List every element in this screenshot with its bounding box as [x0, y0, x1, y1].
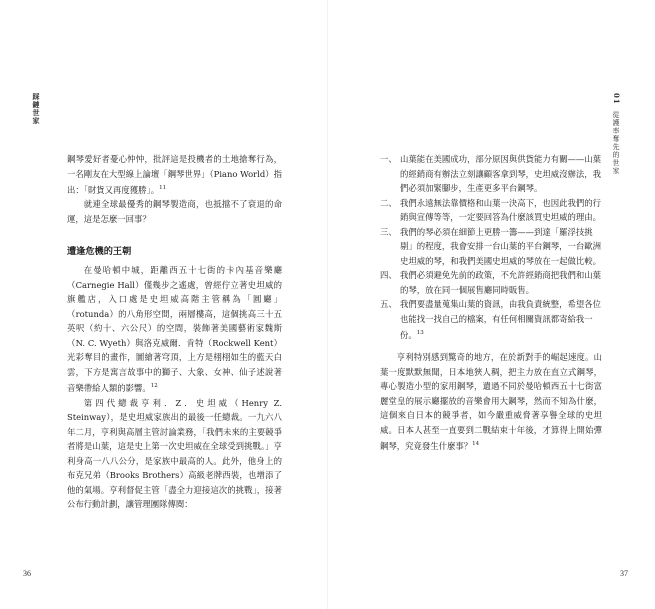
list-item-text: 山葉能在美國成功，部分原因與供貨能力有關——山葉的經銷商有辦法立刻讓顧客拿到琴，史坦威沒辦法，我們必須加緊腳步，生產更多平台鋼琴。 — [400, 154, 601, 193]
left-page — [0, 0, 327, 609]
body-paragraph-3 — [380, 350, 602, 453]
intro-paragraph-2: 就連全球最優秀的鋼琴製造商，也抵擋不了衰退的命運，這是怎麼一回事？ — [67, 199, 282, 224]
left-page-body — [67, 152, 282, 512]
spacer — [380, 342, 602, 350]
list-item-text: 我們必須避免先前的政策，不允許經銷商把我們和山葉的琴，放在同一個展售廳同時販售。 — [400, 270, 601, 295]
footnote-ref-11: 11 — [159, 185, 167, 191]
footnote-ref-12: 12 — [150, 383, 158, 390]
list-item — [380, 268, 602, 297]
list-item — [380, 152, 602, 196]
action-plan-list — [380, 152, 602, 342]
intro-paragraph-1 — [67, 152, 282, 197]
body-paragraph-3-text: 亨利特別感到驚奇的地方，在於新對手的崛起速度。山葉一度默默無聞，日本地狹人稠，把主力放在直立式鋼琴，專心製造小型的家用鋼琴，遺過不同於曼哈頓西五十七街富麗堂皇的展示廳擺放的音樂會用大鋼琴，然而不知為什麼，這個來自日本的競爭者，如今嚴重威脅著享譽全球的史坦威。日本人甚至一直要到二戰結束十年後，才算得上開始彈鋼琴，究竟發生什麼事？ — [380, 352, 602, 452]
body-paragraph-1 — [67, 263, 282, 395]
chapter-number: 01 — [612, 93, 621, 105]
chapter-title: 從護率奪先的世家 — [612, 110, 620, 175]
list-item-number: 四、 — [380, 270, 397, 280]
list-item — [380, 297, 602, 342]
list-item — [380, 196, 602, 225]
list-item — [380, 225, 602, 269]
intro-paragraph-1-text: 鋼琴愛好者憂心忡忡，批評這是投機者的土地搶奪行為，一名剛友在大型線上論壇「鋼琴世界」（Piano World）指出：「財貨又再度獲勝」。 — [67, 154, 282, 195]
list-item-number: 五、 — [380, 299, 397, 309]
right-page-body — [380, 152, 602, 454]
footnote-ref-14: 14 — [472, 441, 480, 448]
right-running-head — [611, 93, 621, 175]
right-page-number: 37 — [620, 569, 628, 578]
list-item-text: 我們永遠無法靠價格和山葉一決高下，也因此我們的行銷與宣傳等等，一定要回答為什麼該買史坦威的理由。 — [400, 197, 601, 222]
list-item-number: 一、 — [380, 154, 397, 164]
left-running-head: 踩鏈世家 — [32, 93, 41, 125]
section-heading: 遭逢危機的王朝 — [67, 246, 132, 258]
spacer — [67, 226, 282, 234]
list-item-number: 三、 — [380, 226, 397, 237]
body-paragraph-1-text: 在曼哈頓中城，距離西五十七街的卡內基音樂廳（Carnegie Hall）僅幾步之遙處，曾經佇立著史坦威的旗艦店，入口處是史坦威高階主管稱為「圓廳」（rotunda）的八角形空間，兩層樓高，這個挑高三十五英呎（約十、六公尺）的空間，裝飾著美國藝術家魏斯（N. C. Wyeth）與洛克威爾．肯特（Rockwell Kent）光彩奪目的畫作，圖繪著穹頂，上方是栩栩如生的藍天白雲，下方是寓言故事中的獅子、大象、女神、仙子述說著音樂帶給人類的影響。 — [67, 265, 282, 394]
body-paragraph-2: 第四代總裁亨利．Z．史坦威（Henry Z. Steinway），是史坦威家族出的最後一任總裁。一九六八年二月，亨利與高層主管討論業務，「我們未來的主要競爭者將是山葉，這是史上第一次史坦威在全球受到挑戰。」亨利身高一八八公分，是家族中最高的人。此外，他身上的布克兄弟（Brooks Brothers）高級老牌西裝，也增添了他的氣場。亨利督促主管「盡全力迎接這次的挑戰」，接著公布行動計劃，讓管理團隊傳閱： — [67, 397, 282, 510]
right-page — [328, 0, 655, 609]
list-item-text: 我們要盡量蒐集山葉的資訊，由我負責統整，希望各位也能找一找自己的檔案，有任何相關資訊都寄給我一份。 — [400, 299, 601, 340]
list-item-number: 二、 — [380, 197, 397, 208]
left-page-number: 36 — [23, 569, 31, 578]
footnote-ref-13: 13 — [416, 330, 424, 336]
list-item-text: 我們的琴必須在細節上更勝一籌——到達「羅浮技挑剔」的程度，我會安排一台山葉的平台鋼琴，一台歐洲史坦威的琴，和我們美國史坦威的琴放在一起做比較。 — [400, 226, 601, 266]
